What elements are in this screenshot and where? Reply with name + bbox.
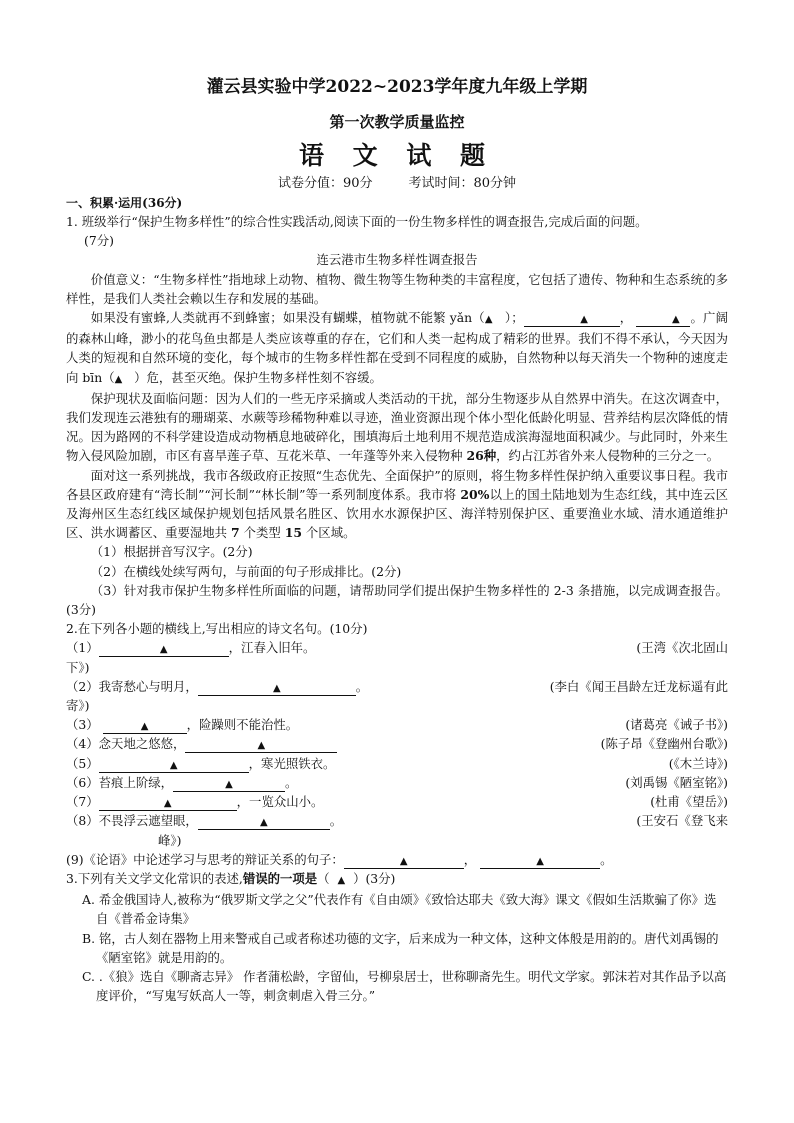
poem-line-1: （1） ▲ ，江春入旧年。 (王湾《次北固山 [66,640,728,656]
answer-blank[interactable]: ▲ [173,776,285,792]
q2-stem: 2.在下列各小题的横线上,写出相应的诗文名句。(10分) [66,621,368,637]
answer-blank[interactable]: ▲ [344,853,464,869]
q1-stem: 1. 班级举行“保护生物多样性”的综合性实践活动,阅读下面的一份生物多样性的调查报告,完成后面的问题。 [66,214,648,229]
school-title: 灌云县实验中学2022~2023学年度九年级上学期 [206,77,588,97]
q3-stem: 3.下列有关文学文化常识的表述,错误的一项是（ ▲ ）(3分) [66,870,396,886]
q1-sub-2: （2）在横线处续写两句，与前面的句子形成排比。(2分) [90,563,402,579]
poem-line-8: （8）不畏浮云遮望眼， ▲ 。 (王安石《登飞来 [66,813,728,829]
q3-option-b: B. 铭，古人刻在器物上用来警戒自己或者称述功德的文字，后来成为一种文体，这种文体般是用韵的。唐代刘禹锡的《陋室铭》就是用韵的。 [82,930,719,965]
report-para-4: 面对这一系列挑战，我市各级政府正按照“生态优先、全面保护”的原则，将生物多样性保护纳入重要议事日程。我市各县区政府建有“湾长制”“河长制”“林长制”等一系列制度体系。我市将 20%以上的国土陆地划为生态红线，其中连云区及海州区生态红线区域保护规划包括风景名胜区、饮用水水源保护区、海洋特别保护区、重要渔业水域、清水通道维护区、洪水调蓄区、重要湿地共 7 个类型 15 个区域。 [66,467,729,541]
answer-blank[interactable]: ▲ [636,311,690,327]
time-info: 考试时间：80分钟 [408,176,517,191]
answer-blank[interactable]: ▲ [103,718,187,734]
report-para-2: 如果没有蜜蜂,人类就再不到蜂蜜；如果没有蝴蝶，植物就不能繁 yǎn（▲ ）； ▲ ， ▲ 。广阔的森林山峰，渺小的花鸟鱼虫都是人类应该尊重的存在，它们和人类一起构成了精彩的世界。我们不得不承认，今天因为人类的短视和自然环境的变化，每个城市的生物多样性都在受到不同程度的威胁，自然物种以每天消失一个物种的速度走向 bīn（▲ ）危，甚至灭绝。保护生物多样性刻不容缓。 [66,310,728,385]
answer-blank[interactable]: ▲ [524,311,620,327]
answer-marker: ▲ [337,874,346,886]
poem-line-5: （5） ▲ ，寒光照铁衣。 (《木兰诗》) [66,755,728,771]
answer-blank[interactable]: ▲ [198,814,330,830]
q3-option-a: A. 希金俄国诗人,被称为“俄罗斯文学之父”代表作有《自由颂》《致恰达耶夫《致大海》课文《假如生活欺骗了你》选自《普希金诗集》 [82,892,717,927]
q3-option-c: C. .《狼》选自《聊斋志异》 作者蒲松龄，字留仙，号柳泉居士，世称聊斋先生。明代文学家。郭沫若对其作品予以高度评价，“写鬼写妖高人一等，刺贪刺虐入骨三分。” [82,968,727,1004]
section-heading: 一、积累·运用(36分) [66,196,183,210]
poem-line-2: （2）我寄愁心与明月， ▲ 。 (李白《闻王昌龄左迁龙标遥有此 [66,678,728,694]
poem-source-cont-1: 下》) [66,659,90,675]
q1-sub-3: （3）针对我市保护生物多样性所面临的问题，请帮助同学们提出保护生物多样性的 2-3 条措施，以完成调查报告。(3分) [66,582,728,618]
answer-blank[interactable]: ▲ [99,641,229,657]
poem-line-6: （6）苔痕上阶绿， ▲ 。 (刘禹锡《陋室铭》) [66,774,728,790]
answer-blank[interactable]: ▲ [198,680,356,696]
exam-title: 语 文 试 题 [298,141,496,170]
exam-meta [66,174,728,194]
answer-marker: ▲ [114,373,123,385]
answer-marker: ▲ [484,314,493,326]
report-title: 连云港市生物多样性调查报告 [316,252,478,268]
q1-points: (7分) [84,233,114,249]
report-para-1: 价值意义：“生物多样性”指地球上动物、植物、微生物等生物种类的丰富程度，它包括了遗传、物种和生态系统的多样性，是我们人类社会赖以生存和发展的基础。 [66,271,728,306]
report-para-3: 保护现状及面临问题：因为人们的一些无序采摘或人类活动的干扰，部分生物逐步从自然界中消失。在这次调查中，我们发现连云港独有的珊瑚菜、水蕨等珍稀物种难以寻迹，渔业资源出现个体小型化低龄化明显、营养结构层次降低的情况。因为路网的不科学建设造成动物栖息地破碎化，围填海后土地利用不规范造成滨海湿地面积减少。与此同时，外来生物入侵风险加剧，市区有喜旱莲子草、互花米草、一年蓬等外来入侵物种 26种，约占江苏省外来人侵物种的三分之一。 [66,390,728,464]
score-info: 试卷分值：90分 [277,176,373,191]
poem-source-cont-2: 寄》) [66,698,90,714]
exam-subtitle: 第一次教学质量监控 [329,113,465,131]
q1-sub-1: （1）根据拼音写汉字。(2分) [90,544,253,560]
poem-source-cont-8: 峰》) [158,832,182,848]
answer-blank[interactable]: ▲ [185,737,337,753]
exam-page [66,76,728,1005]
poem-line-9: (9)《论语》中论述学习与思考的辩证关系的句子： ▲ ， ▲ 。 [66,851,613,867]
poem-line-3: （3） ▲ ，险躁则不能治性。 (诸葛亮《诫子书》) [66,717,728,733]
poem-line-7: （7） ▲ ，一览众山小。 (杜甫《望岳》) [66,794,728,810]
answer-blank[interactable]: ▲ [480,853,600,869]
answer-blank[interactable]: ▲ [99,795,237,811]
answer-blank[interactable]: ▲ [99,757,249,773]
poem-line-4: （4）念天地之悠悠， ▲ (陈子昂《登幽州台歌》) [66,736,728,752]
